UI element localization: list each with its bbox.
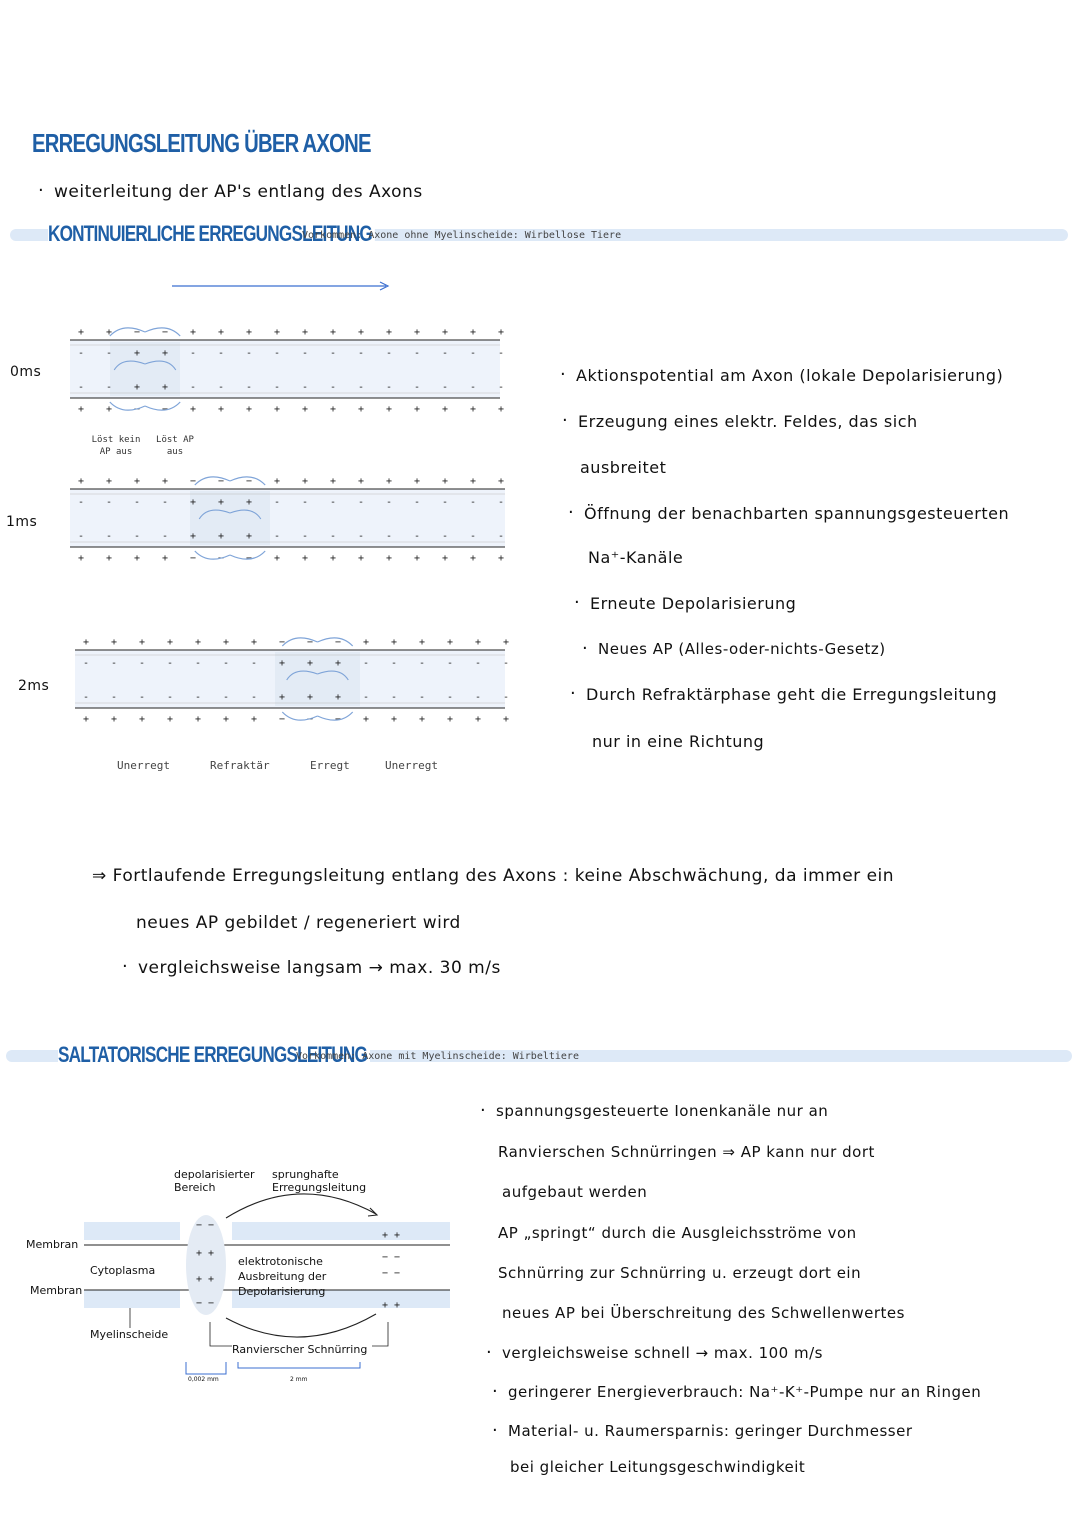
charge-outside-bottom: − bbox=[246, 553, 253, 564]
charge-outside-top: − bbox=[279, 637, 286, 648]
annotation-no-ap: Löst kein AP aus bbox=[91, 435, 141, 457]
node-charge-1: + + bbox=[196, 1248, 215, 1259]
charge-inside-top: + bbox=[307, 658, 314, 669]
label-node: Ranvierscher Schnürring bbox=[232, 1343, 368, 1356]
charge-outside-bottom: − bbox=[190, 553, 197, 564]
note-3-cont: Na⁺-Kanäle bbox=[588, 548, 684, 567]
charge-outside-top: + bbox=[475, 637, 482, 648]
note-1: · Aktionspotential am Axon (lokale Depolarisierung) bbox=[576, 366, 1003, 385]
charge-outside-top: + bbox=[358, 327, 365, 338]
charge-inside-top: - bbox=[363, 658, 370, 669]
zone-label-refractory: Refraktär bbox=[210, 759, 270, 772]
charge-outside-bottom: + bbox=[447, 714, 454, 725]
charge-inside-bottom: - bbox=[386, 382, 393, 393]
charge-outside-bottom: + bbox=[475, 714, 482, 725]
charge-outside-bottom: + bbox=[386, 404, 393, 415]
label-electrotonic: elektrotonische Ausbreitung der Depolarisierung bbox=[238, 1255, 327, 1298]
charge-outside-top: + bbox=[330, 327, 337, 338]
charge-inside-bottom: - bbox=[218, 382, 225, 393]
charge-inside-top: - bbox=[442, 348, 449, 359]
charge-inside-top: - bbox=[111, 658, 118, 669]
charge-inside-bottom: - bbox=[83, 692, 90, 703]
charge-inside-bottom: + bbox=[134, 382, 141, 393]
myelin-bottom-left bbox=[84, 1290, 180, 1308]
charge-inside-top: - bbox=[447, 658, 454, 669]
label-cytoplasm: Cytoplasma bbox=[90, 1264, 156, 1277]
charge-outside-bottom: + bbox=[78, 404, 85, 415]
charge-outside-top: + bbox=[330, 476, 337, 487]
charge-inside-bottom: - bbox=[391, 692, 398, 703]
charge-inside-top: - bbox=[442, 497, 449, 508]
myelin-top-left bbox=[84, 1222, 180, 1240]
charge-inside-top: + bbox=[335, 658, 342, 669]
charge-outside-bottom: + bbox=[106, 404, 113, 415]
note-3: · Öffnung der benachbarten spannungsgesteuerten bbox=[584, 504, 1009, 523]
charge-inside-top: - bbox=[470, 348, 477, 359]
charge-outside-top: + bbox=[386, 327, 393, 338]
node-charge-5: − − bbox=[382, 1252, 401, 1263]
charge-outside-top: + bbox=[470, 327, 477, 338]
charge-inside-bottom: + bbox=[307, 692, 314, 703]
charge-inside-bottom: - bbox=[358, 382, 365, 393]
charge-inside-bottom: - bbox=[503, 692, 510, 703]
intro-text: · weiterleitung der AP's entlang des Axons bbox=[54, 182, 423, 202]
conclusion-line-2: neues AP gebildet / regeneriert wird bbox=[136, 913, 461, 933]
charge-inside-bottom: - bbox=[419, 692, 426, 703]
charge-outside-top: + bbox=[139, 637, 146, 648]
salt-note-5: · Material- u. Raumersparnis: geringer Durchmesser bbox=[508, 1422, 913, 1440]
return-arc bbox=[226, 1314, 376, 1337]
charge-outside-bottom: + bbox=[218, 404, 225, 415]
charge-outside-bottom: + bbox=[274, 404, 281, 415]
time-label-2: 2ms bbox=[18, 678, 50, 694]
charge-outside-bottom: + bbox=[190, 404, 197, 415]
charge-outside-top: + bbox=[274, 476, 281, 487]
charge-outside-bottom: + bbox=[470, 553, 477, 564]
charge-outside-bottom: + bbox=[414, 553, 421, 564]
charge-outside-top: + bbox=[503, 637, 510, 648]
charge-inside-top: - bbox=[358, 348, 365, 359]
salt-note-2c: neues AP bei Überschreitung des Schwellenwertes bbox=[502, 1304, 905, 1322]
charge-inside-top: - bbox=[246, 348, 253, 359]
charge-inside-bottom: + bbox=[279, 692, 286, 703]
label-scale-large: 2 mm bbox=[290, 1376, 308, 1383]
charge-inside-top: - bbox=[251, 658, 258, 669]
charge-inside-bottom: - bbox=[414, 382, 421, 393]
charge-outside-top: + bbox=[167, 637, 174, 648]
continuous-occurrence: Vorkommen: Axone ohne Myelinscheide: Wirbellose Tiere bbox=[302, 230, 622, 241]
charge-inside-bottom: - bbox=[274, 531, 281, 542]
charge-inside-top: + bbox=[162, 348, 169, 359]
charge-outside-bottom: + bbox=[498, 404, 505, 415]
charge-outside-top: + bbox=[447, 637, 454, 648]
label-membrane-bottom: Membran bbox=[30, 1284, 83, 1297]
charge-inside-top: - bbox=[498, 497, 505, 508]
charge-outside-top: + bbox=[302, 476, 309, 487]
charge-inside-bottom: - bbox=[330, 382, 337, 393]
time-label-0: 0ms bbox=[10, 364, 42, 380]
charge-outside-bottom: + bbox=[83, 714, 90, 725]
note-6-cont: nur in eine Richtung bbox=[592, 732, 765, 751]
charge-inside-top: - bbox=[386, 497, 393, 508]
charge-inside-bottom: + bbox=[246, 531, 253, 542]
charge-outside-top: − bbox=[307, 637, 314, 648]
charge-outside-bottom: + bbox=[419, 714, 426, 725]
excited-zone-0 bbox=[110, 342, 180, 396]
charge-inside-top: - bbox=[414, 348, 421, 359]
charge-inside-top: - bbox=[498, 348, 505, 359]
charge-inside-top: - bbox=[358, 497, 365, 508]
note-5: · Neues AP (Alles-oder-nichts-Gesetz) bbox=[598, 640, 886, 658]
charge-outside-bottom: + bbox=[358, 553, 365, 564]
charge-inside-top: - bbox=[274, 497, 281, 508]
charge-inside-bottom: - bbox=[386, 531, 393, 542]
charge-outside-bottom: + bbox=[167, 714, 174, 725]
charge-outside-bottom: + bbox=[498, 553, 505, 564]
charge-outside-top: + bbox=[363, 637, 370, 648]
salt-note-5b: bei gleicher Leitungsgeschwindigkeit bbox=[510, 1458, 806, 1476]
charge-inside-top: - bbox=[139, 658, 146, 669]
charge-outside-bottom: − bbox=[335, 714, 342, 725]
charge-outside-bottom: + bbox=[106, 553, 113, 564]
salt-note-4: · geringerer Energieverbrauch: Na⁺-K⁺-Pumpe nur an Ringen bbox=[508, 1383, 981, 1401]
node-charge-4: + + bbox=[382, 1230, 401, 1241]
charge-inside-bottom: - bbox=[302, 382, 309, 393]
charge-outside-top: + bbox=[106, 476, 113, 487]
current-arc-bottom-1-0 bbox=[195, 551, 230, 559]
current-arc-top-1-0 bbox=[195, 477, 230, 485]
charge-outside-bottom: − bbox=[134, 404, 141, 415]
scale-bar-large bbox=[238, 1362, 360, 1368]
note-6: · Durch Refraktärphase geht die Erregungsleitung bbox=[586, 685, 997, 704]
charge-inside-bottom: - bbox=[106, 531, 113, 542]
charge-inside-top: - bbox=[330, 497, 337, 508]
scale-bar-small bbox=[186, 1362, 226, 1374]
charge-inside-bottom: + bbox=[190, 531, 197, 542]
charge-inside-bottom: - bbox=[111, 692, 118, 703]
charge-outside-bottom: + bbox=[470, 404, 477, 415]
conclusion-line-1: ⇒ Fortlaufende Erregungsleitung entlang des Axons : keine Abschwächung, da immer ein bbox=[92, 866, 895, 886]
charge-outside-bottom: + bbox=[330, 404, 337, 415]
charge-inside-top: - bbox=[106, 497, 113, 508]
charge-outside-bottom: − bbox=[307, 714, 314, 725]
charge-outside-top: − bbox=[134, 327, 141, 338]
charge-outside-top: + bbox=[358, 476, 365, 487]
charge-outside-top: + bbox=[470, 476, 477, 487]
node-charge-6: − − bbox=[382, 1268, 401, 1279]
charge-inside-bottom: - bbox=[330, 531, 337, 542]
charge-outside-top: + bbox=[391, 637, 398, 648]
charge-inside-top: - bbox=[302, 497, 309, 508]
charge-outside-top: + bbox=[223, 637, 230, 648]
charge-outside-bottom: + bbox=[111, 714, 118, 725]
charge-inside-top: - bbox=[106, 348, 113, 359]
charge-inside-bottom: - bbox=[498, 382, 505, 393]
charge-outside-bottom: + bbox=[274, 553, 281, 564]
node-charge-3: − − bbox=[196, 1298, 215, 1309]
charge-outside-bottom: + bbox=[302, 553, 309, 564]
charge-outside-bottom: + bbox=[358, 404, 365, 415]
charge-outside-top: + bbox=[419, 637, 426, 648]
charge-outside-bottom: + bbox=[246, 404, 253, 415]
charge-outside-bottom: + bbox=[442, 553, 449, 564]
charge-inside-bottom: - bbox=[78, 382, 85, 393]
charge-inside-bottom: - bbox=[162, 531, 169, 542]
charge-outside-top: + bbox=[190, 327, 197, 338]
charge-inside-bottom: - bbox=[358, 531, 365, 542]
node-bracket-left bbox=[210, 1322, 232, 1346]
continuous-diagram bbox=[0, 270, 540, 790]
time-label-1: 1ms bbox=[6, 514, 38, 530]
charge-inside-bottom: - bbox=[106, 382, 113, 393]
salt-note-3: · vergleichsweise schnell → max. 100 m/s bbox=[502, 1344, 823, 1362]
charge-outside-top: + bbox=[195, 637, 202, 648]
charge-inside-top: - bbox=[274, 348, 281, 359]
charge-inside-bottom: - bbox=[251, 692, 258, 703]
charge-outside-bottom: + bbox=[330, 553, 337, 564]
salt-note-2b: Schnürring zur Schnürring u. erzeugt dort ein bbox=[498, 1264, 862, 1282]
charge-inside-bottom: - bbox=[246, 382, 253, 393]
charge-outside-bottom: + bbox=[134, 553, 141, 564]
label-scale-small: 0,002 mm bbox=[188, 1376, 219, 1383]
note-2-cont: ausbreitet bbox=[580, 458, 667, 477]
node-charge-2: + + bbox=[196, 1274, 215, 1285]
conclusion-line-3: · vergleichsweise langsam → max. 30 m/s bbox=[138, 958, 501, 978]
charge-outside-bottom: + bbox=[363, 714, 370, 725]
charge-inside-bottom: - bbox=[195, 692, 202, 703]
note-4: · Erneute Depolarisierung bbox=[590, 594, 796, 613]
charge-inside-top: - bbox=[302, 348, 309, 359]
charge-outside-top: + bbox=[442, 327, 449, 338]
charge-inside-top: - bbox=[391, 658, 398, 669]
charge-outside-bottom: − bbox=[162, 404, 169, 415]
charge-inside-bottom: - bbox=[475, 692, 482, 703]
charge-inside-bottom: - bbox=[442, 531, 449, 542]
charge-outside-bottom: + bbox=[503, 714, 510, 725]
charge-inside-bottom: - bbox=[470, 531, 477, 542]
charge-outside-top: + bbox=[442, 476, 449, 487]
charge-inside-bottom: - bbox=[134, 531, 141, 542]
charge-outside-bottom: − bbox=[218, 553, 225, 564]
charge-inside-top: - bbox=[78, 497, 85, 508]
charge-inside-top: - bbox=[78, 348, 85, 359]
charge-inside-bottom: - bbox=[78, 531, 85, 542]
annotation-triggers-ap: Löst AP aus bbox=[156, 435, 194, 457]
charge-outside-bottom: − bbox=[279, 714, 286, 725]
charge-inside-bottom: - bbox=[447, 692, 454, 703]
charge-outside-top: + bbox=[106, 327, 113, 338]
charge-outside-top: + bbox=[274, 327, 281, 338]
charge-outside-bottom: + bbox=[223, 714, 230, 725]
charge-inside-top: - bbox=[83, 658, 90, 669]
charge-inside-top: - bbox=[223, 658, 230, 669]
charge-outside-bottom: + bbox=[302, 404, 309, 415]
zone-label-unexcited-1: Unerregt bbox=[117, 759, 170, 772]
charge-inside-top: + bbox=[218, 497, 225, 508]
charge-outside-top: + bbox=[78, 476, 85, 487]
charge-outside-bottom: + bbox=[251, 714, 258, 725]
saltatory-heading: SALTATORISCHE ERREGUNGSLEITUNG bbox=[58, 1042, 370, 1068]
charge-inside-top: - bbox=[190, 348, 197, 359]
salt-note-1b: Ranvierschen Schnürringen ⇒ AP kann nur dort bbox=[498, 1143, 875, 1161]
charge-outside-bottom: + bbox=[139, 714, 146, 725]
salt-note-1: · spannungsgesteuerte Ionenkanäle nur an bbox=[496, 1102, 828, 1120]
charge-outside-top: + bbox=[251, 637, 258, 648]
charge-outside-top: − bbox=[218, 476, 225, 487]
charge-outside-bottom: + bbox=[195, 714, 202, 725]
node-bracket-right bbox=[372, 1322, 388, 1346]
charge-outside-top: + bbox=[246, 327, 253, 338]
charge-outside-top: − bbox=[162, 327, 169, 338]
charge-outside-top: + bbox=[302, 327, 309, 338]
charge-inside-top: - bbox=[475, 658, 482, 669]
charge-inside-top: - bbox=[419, 658, 426, 669]
charge-outside-top: − bbox=[335, 637, 342, 648]
label-membrane-top: Membran bbox=[26, 1238, 79, 1251]
jump-arc bbox=[226, 1194, 376, 1218]
charge-outside-top: + bbox=[78, 327, 85, 338]
charge-inside-bottom: + bbox=[162, 382, 169, 393]
charge-outside-bottom: + bbox=[391, 714, 398, 725]
charge-outside-top: + bbox=[134, 476, 141, 487]
charge-inside-top: + bbox=[279, 658, 286, 669]
charge-inside-bottom: - bbox=[274, 382, 281, 393]
charge-outside-top: + bbox=[414, 327, 421, 338]
page-title: ERREGUNGSLEITUNG ÜBER AXONE bbox=[32, 128, 371, 158]
salt-note-2: AP „springt“ durch die Ausgleichsströme von bbox=[498, 1224, 857, 1242]
salt-note-1c: aufgebaut werden bbox=[502, 1183, 648, 1201]
charge-inside-top: + bbox=[190, 497, 197, 508]
charge-inside-top: - bbox=[167, 658, 174, 669]
charge-inside-top: - bbox=[195, 658, 202, 669]
charge-inside-top: - bbox=[134, 497, 141, 508]
charge-inside-bottom: - bbox=[190, 382, 197, 393]
charge-inside-bottom: + bbox=[218, 531, 225, 542]
charge-inside-top: - bbox=[162, 497, 169, 508]
charge-inside-bottom: - bbox=[302, 531, 309, 542]
myelin-top-right bbox=[232, 1222, 450, 1240]
charge-outside-top: − bbox=[190, 476, 197, 487]
charge-inside-bottom: - bbox=[414, 531, 421, 542]
charge-inside-bottom: - bbox=[470, 382, 477, 393]
excited-zone-1 bbox=[190, 491, 270, 545]
charge-inside-top: - bbox=[503, 658, 510, 669]
charge-outside-top: + bbox=[498, 476, 505, 487]
charge-inside-bottom: - bbox=[363, 692, 370, 703]
charge-outside-bottom: + bbox=[386, 553, 393, 564]
charge-inside-bottom: - bbox=[223, 692, 230, 703]
label-depolarized: depolarisierter Bereich bbox=[174, 1168, 255, 1194]
charge-inside-top: + bbox=[134, 348, 141, 359]
charge-outside-bottom: + bbox=[78, 553, 85, 564]
charge-outside-bottom: + bbox=[442, 404, 449, 415]
charge-outside-bottom: + bbox=[162, 553, 169, 564]
charge-inside-top: - bbox=[386, 348, 393, 359]
charge-outside-bottom: + bbox=[414, 404, 421, 415]
note-2: · Erzeugung eines elektr. Feldes, das sich bbox=[578, 412, 918, 431]
charge-inside-top: - bbox=[218, 348, 225, 359]
charge-inside-top: - bbox=[330, 348, 337, 359]
label-myelin: Myelinscheide bbox=[90, 1328, 169, 1341]
charge-outside-top: + bbox=[414, 476, 421, 487]
charge-inside-bottom: - bbox=[442, 382, 449, 393]
charge-inside-top: - bbox=[470, 497, 477, 508]
charge-outside-top: + bbox=[162, 476, 169, 487]
charge-outside-top: + bbox=[83, 637, 90, 648]
node-charge-0: − − bbox=[196, 1220, 215, 1231]
zone-label-unexcited-2: Unerregt bbox=[385, 759, 438, 772]
charge-outside-top: + bbox=[218, 327, 225, 338]
charge-inside-bottom: + bbox=[335, 692, 342, 703]
continuous-heading: KONTINUIERLICHE ERREGUNGSLEITUNG bbox=[48, 221, 375, 247]
node-charge-7: + + bbox=[382, 1300, 401, 1311]
charge-inside-bottom: - bbox=[139, 692, 146, 703]
charge-outside-top: + bbox=[386, 476, 393, 487]
charge-inside-top: + bbox=[246, 497, 253, 508]
charge-outside-top: + bbox=[111, 637, 118, 648]
saltatory-occurrence: Vorkommen: Axone mit Myelinscheide: Wirbeltiere bbox=[296, 1051, 579, 1062]
zone-label-excited: Erregt bbox=[310, 759, 350, 772]
charge-inside-top: - bbox=[414, 497, 421, 508]
charge-inside-bottom: - bbox=[498, 531, 505, 542]
charge-outside-top: − bbox=[246, 476, 253, 487]
charge-inside-bottom: - bbox=[167, 692, 174, 703]
charge-outside-top: + bbox=[498, 327, 505, 338]
label-jump: sprunghafte Erregungsleitung bbox=[272, 1168, 367, 1194]
